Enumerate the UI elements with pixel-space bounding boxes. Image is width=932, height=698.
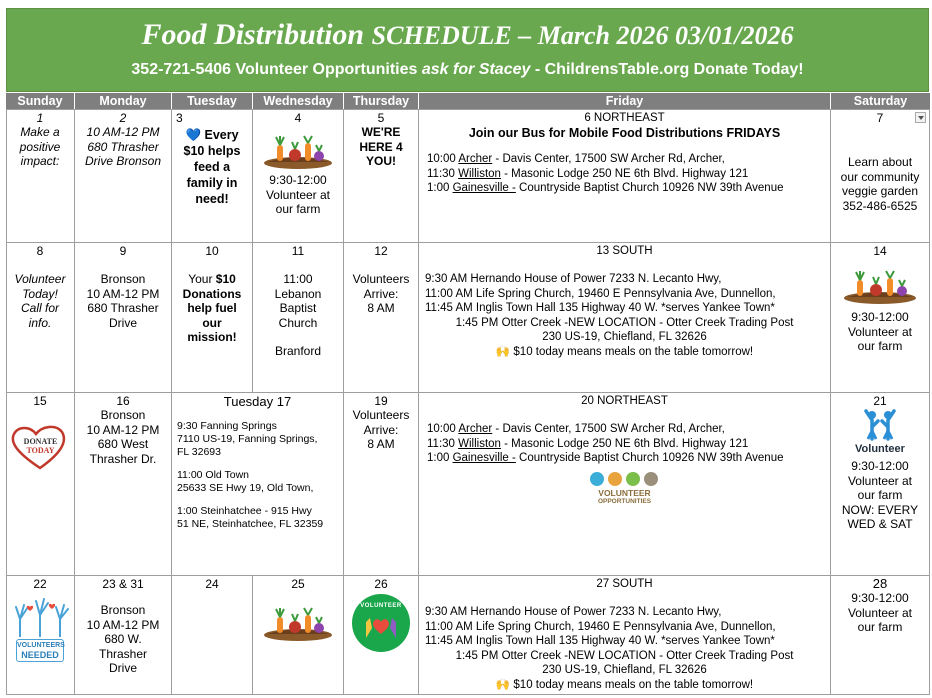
cell-text: Lebanon bbox=[274, 286, 322, 301]
schedule-row: 51 NE, Steinhatchee, FL 32359 bbox=[177, 518, 324, 530]
cell-text: Thrasher Dr. bbox=[89, 451, 157, 466]
row-address: Countryside Baptist Church 10926 NW 39th Avenue bbox=[515, 452, 784, 464]
cell-text: 8 AM bbox=[367, 437, 395, 451]
day-cell-19 bbox=[344, 393, 419, 576]
subtitle-phone: 352-721-5406 Volunteer Opportunities bbox=[131, 61, 422, 78]
volunteer-hands-logo bbox=[352, 594, 410, 652]
schedule-row: 11:00 Old Town bbox=[177, 469, 249, 481]
day-number: 10 bbox=[205, 244, 219, 258]
day-number: 4 bbox=[294, 111, 302, 125]
day-cell-8 bbox=[6, 243, 75, 393]
day-number: 27 SOUTH bbox=[596, 578, 653, 590]
cell-text: Arrive: bbox=[363, 286, 399, 301]
cell-text: 680 Thrasher bbox=[87, 139, 159, 154]
schedule-row: 11:00 AM Life Spring Church, 19460 E Pennsylvania Ave, Dunnellon, bbox=[425, 620, 776, 633]
schedule-row: 25633 SE Hwy 19, Old Town, bbox=[177, 482, 314, 494]
day-cell-16 bbox=[75, 393, 172, 576]
logo-text: DONATE bbox=[23, 437, 58, 446]
header-saturday: Saturday bbox=[831, 93, 930, 109]
cell-text-bold: WE'RE bbox=[361, 125, 401, 139]
page-title bbox=[7, 17, 928, 54]
cell-text-bold: need! bbox=[195, 192, 229, 206]
cell-text: impact: bbox=[20, 154, 60, 168]
schedule-row bbox=[427, 437, 830, 452]
day-number: 2 bbox=[119, 111, 127, 125]
day-number: 3 bbox=[176, 111, 183, 125]
cell-text: Drive bbox=[108, 315, 137, 330]
day-cell-5 bbox=[344, 110, 419, 243]
cell-text: Volunteer at bbox=[265, 187, 331, 202]
raised-hands-icon: 🙌 bbox=[495, 678, 511, 691]
day-cell-11 bbox=[253, 243, 344, 393]
day-number: Tuesday 17 bbox=[223, 394, 292, 409]
row-place-link[interactable]: Williston bbox=[458, 167, 501, 180]
cell-text: Today! bbox=[22, 286, 58, 301]
day-cell-23 bbox=[75, 576, 172, 695]
cell-text: our farm bbox=[857, 339, 903, 353]
header-wednesday: Wednesday bbox=[253, 93, 343, 109]
cell-text: 9:30-12:00 bbox=[851, 591, 909, 605]
cell-text: 11:00 bbox=[283, 272, 313, 286]
dropdown-arrow-icon[interactable] bbox=[915, 112, 926, 123]
schedule-row: 9:30 AM Hernando House of Power 7233 N. Lecanto Hwy, bbox=[425, 606, 722, 618]
row-address: - Masonic Lodge 250 NE 6th Blvd. Highway 121 bbox=[500, 437, 749, 450]
cell-text: 680 West bbox=[97, 437, 149, 451]
cell-text-bold: mission! bbox=[187, 330, 237, 344]
cell-text: Volunteer bbox=[14, 272, 66, 286]
day-number: 20 NORTHEAST bbox=[581, 395, 668, 407]
schedule-row bbox=[427, 181, 830, 196]
row-place-link[interactable]: Gainesville - bbox=[452, 182, 516, 194]
cell-text: WED & SAT bbox=[847, 517, 913, 531]
day-cell-26 bbox=[344, 576, 419, 695]
cell-text-bold: HERE 4 bbox=[359, 139, 403, 154]
cell-text: our farm bbox=[857, 488, 903, 502]
cell-text: our farm bbox=[275, 202, 321, 216]
day-cell-4 bbox=[253, 110, 344, 243]
cell-text: Learn about bbox=[847, 155, 913, 169]
schedule-row bbox=[427, 422, 830, 437]
day-number: 6 NORTHEAST bbox=[584, 112, 665, 124]
day-number: 26 bbox=[374, 577, 388, 591]
day-number: 16 bbox=[116, 394, 130, 408]
schedule-row bbox=[419, 345, 830, 360]
day-number: 14 bbox=[873, 244, 887, 258]
row-place-link[interactable]: Williston bbox=[458, 437, 501, 450]
day-cell-6 bbox=[419, 110, 831, 243]
day-number: 1 bbox=[36, 111, 44, 125]
volunteer-people-icon bbox=[848, 409, 912, 457]
header-friday: Friday bbox=[419, 93, 830, 109]
cell-text: Volunteers bbox=[352, 408, 410, 422]
day-number: 23 & 31 bbox=[102, 577, 144, 591]
subtitle-contact: ask for Stacey bbox=[421, 61, 531, 78]
cell-text: Volunteer at bbox=[847, 324, 913, 339]
day-number: 22 bbox=[33, 577, 47, 591]
cell-text: 10 AM-12 PM bbox=[86, 286, 160, 301]
cell-text: Make a bbox=[20, 125, 60, 139]
cell-text: NOW: EVERY bbox=[841, 502, 919, 517]
day-cell-14 bbox=[831, 243, 930, 393]
header-sunday: Sunday bbox=[6, 93, 74, 109]
raised-hands-icon: 🙌 bbox=[495, 345, 511, 358]
cell-text-bold bbox=[172, 272, 252, 287]
blue-heart-icon: 💙 bbox=[185, 128, 202, 142]
schedule-row: 1:00 Steinhatchee - 915 Hwy bbox=[177, 505, 312, 517]
day-cell-21 bbox=[831, 393, 930, 576]
day-number: 15 bbox=[33, 394, 47, 408]
cell-text-bold: Join our Bus for Mobile Food Distributions FRIDAYS bbox=[468, 126, 781, 140]
day-cell-22 bbox=[6, 576, 75, 695]
schedule-row: 230 US-19, Chiefland, FL 32626 bbox=[542, 331, 707, 343]
schedule-row bbox=[419, 678, 830, 693]
day-number: 5 bbox=[377, 111, 385, 125]
schedule-row: 9:30 AM Hernando House of Power 7233 N. Lecanto Hwy, bbox=[425, 273, 722, 285]
schedule-row: 7110 US-19, Fanning Springs, bbox=[177, 433, 318, 445]
row-place-link[interactable]: Archer bbox=[458, 153, 493, 165]
day-cell-27 bbox=[419, 576, 831, 695]
row-time: 1:00 bbox=[427, 182, 453, 194]
day-number: 13 SOUTH bbox=[596, 245, 653, 257]
cell-text: Arrive: bbox=[363, 422, 399, 437]
title-banner bbox=[6, 8, 929, 92]
schedule-row: 11:45 AM Inglis Town Hall 135 Highway 40 W. *serves Yankee Town* bbox=[425, 302, 775, 314]
cell-text: Drive bbox=[108, 661, 137, 675]
day-cell-15 bbox=[6, 393, 75, 576]
day-number: 7 bbox=[876, 111, 884, 125]
schedule-row: 9:30 Fanning Springs bbox=[177, 420, 277, 432]
schedule-row: 11:00 AM Life Spring Church, 19460 E Pennsylvania Ave, Dunnellon, bbox=[425, 287, 776, 300]
row-address: - Masonic Lodge 250 NE 6th Blvd. Highway 121 bbox=[500, 167, 749, 180]
cell-text: 9:30-12:00 bbox=[851, 310, 909, 324]
cell-text-bold: Donations bbox=[182, 286, 242, 301]
cell-text-bold: Every bbox=[204, 128, 239, 142]
cell-text: 8 AM bbox=[367, 301, 395, 315]
cell-text-bold: our bbox=[202, 315, 222, 330]
logo-text: OPPORTUNITIES bbox=[597, 497, 652, 505]
cell-text: Your bbox=[188, 272, 216, 286]
cell-text: 680 W. bbox=[104, 632, 142, 646]
day-cell-17 bbox=[172, 393, 344, 576]
schedule-row: FL 32693 bbox=[177, 446, 221, 458]
row-place-link[interactable]: Gainesville - bbox=[452, 452, 516, 464]
cell-text: Call for bbox=[20, 301, 59, 315]
schedule-row: 1:45 PM Otter Creek -NEW LOCATION - Otter Creek Trading Post bbox=[455, 649, 794, 662]
header-thursday: Thursday bbox=[344, 93, 418, 109]
cell-text-bold: family in bbox=[186, 176, 238, 190]
cell-text: Volunteers bbox=[352, 272, 410, 286]
cell-text-bold: $10 helps bbox=[183, 144, 241, 158]
day-cell-12 bbox=[344, 243, 419, 393]
donate-heart-icon bbox=[6, 422, 74, 472]
day-cell-13 bbox=[419, 243, 831, 393]
header-monday: Monday bbox=[75, 93, 171, 109]
cell-text: positive bbox=[19, 139, 61, 154]
cell-text: Bronson bbox=[100, 603, 146, 617]
cell-text: 680 Thrasher bbox=[87, 301, 159, 315]
page-subtitle bbox=[7, 60, 928, 80]
cell-text: Bronson bbox=[100, 272, 146, 286]
day-cell-24 bbox=[172, 576, 253, 695]
row-place-link[interactable]: Archer bbox=[458, 423, 493, 435]
cell-text: 352-486-6525 bbox=[842, 198, 918, 213]
cell-text: 9:30-12:00 bbox=[851, 459, 909, 473]
cell-text: Branford bbox=[274, 344, 322, 358]
cell-text: our community bbox=[840, 169, 920, 184]
day-cell-9 bbox=[75, 243, 172, 393]
row-time: 11:30 bbox=[427, 167, 459, 180]
day-number: 8 bbox=[36, 244, 44, 258]
day-number: 19 bbox=[374, 394, 388, 408]
schedule-row bbox=[427, 167, 830, 182]
cell-text: Bronson bbox=[100, 408, 146, 422]
day-cell-2 bbox=[75, 110, 172, 243]
schedule-row bbox=[427, 152, 830, 167]
cell-text-bold: YOU! bbox=[366, 154, 396, 168]
cell-text: info. bbox=[28, 315, 52, 330]
cell-text: our farm bbox=[857, 620, 903, 634]
day-cell-28 bbox=[831, 576, 930, 695]
veggie-garden-icon bbox=[253, 601, 343, 643]
schedule-row: 1:45 PM Otter Creek -NEW LOCATION - Otter Creek Trading Post bbox=[455, 316, 794, 329]
cell-text: veggie garden bbox=[841, 184, 919, 198]
day-cell-7 bbox=[831, 110, 930, 243]
veggie-garden-icon bbox=[831, 264, 929, 306]
cell-text: Volunteer at bbox=[847, 473, 913, 488]
cell-text: Drive Bronson bbox=[84, 154, 162, 168]
day-number: 24 bbox=[205, 577, 219, 591]
day-number: 21 bbox=[873, 394, 887, 408]
volunteers-needed-logo bbox=[6, 597, 74, 667]
cell-text: Baptist bbox=[279, 301, 317, 315]
day-cell-3 bbox=[172, 110, 253, 243]
logo-text: NEEDED bbox=[21, 650, 59, 660]
cell-text: 10 AM-12 PM bbox=[86, 617, 160, 632]
veggie-garden-icon bbox=[253, 129, 343, 171]
schedule-row: 11:45 AM Inglis Town Hall 135 Highway 40 W. *serves Yankee Town* bbox=[425, 635, 775, 647]
row-time: 10:00 bbox=[427, 423, 459, 435]
logo-text: TODAY bbox=[26, 446, 55, 455]
title-main: Food Distribution bbox=[141, 18, 365, 51]
row-time: 1:00 bbox=[427, 452, 453, 464]
cell-text: 9:30-12:00 bbox=[269, 173, 327, 187]
volunteer-opportunities-logo bbox=[419, 470, 830, 506]
day-cell-25 bbox=[253, 576, 344, 695]
cell-text: Thrasher bbox=[98, 646, 148, 661]
row-address: - Davis Center, 17500 SW Archer Rd, Archer, bbox=[492, 423, 725, 435]
schedule-row bbox=[427, 451, 830, 466]
cell-text: 10 AM-12 PM bbox=[86, 125, 160, 139]
day-cell-20 bbox=[419, 393, 831, 576]
day-number: 11 bbox=[291, 244, 305, 258]
day-cell-1 bbox=[6, 110, 75, 243]
day-number: 28 bbox=[872, 576, 888, 591]
row-address: - Davis Center, 17500 SW Archer Rd, Archer, bbox=[492, 153, 725, 165]
cell-text-bold: help fuel bbox=[187, 301, 237, 315]
header-tuesday: Tuesday bbox=[172, 93, 252, 109]
cell-text-bold: $10 bbox=[215, 272, 236, 286]
row-address: Countryside Baptist Church 10926 NW 39th Avenue bbox=[515, 182, 784, 194]
cell-text: $10 today means meals on the table tomorrow! bbox=[510, 678, 754, 691]
day-number: 9 bbox=[119, 244, 127, 258]
day-number: 25 bbox=[291, 577, 305, 591]
cell-text: Church bbox=[278, 315, 318, 330]
cell-text-bold: feed a bbox=[193, 160, 231, 174]
title-schedule: SCHEDULE – March 2026 03/01/2026 bbox=[371, 21, 794, 50]
day-cell-10 bbox=[172, 243, 253, 393]
logo-text: VOLUNTEER bbox=[598, 487, 651, 498]
logo-text: VOLUNTEERS bbox=[17, 642, 65, 649]
logo-text: VOLUNTEER bbox=[360, 603, 402, 609]
row-time: 10:00 bbox=[427, 153, 459, 165]
row-time: 11:30 bbox=[427, 437, 459, 450]
subtitle-website: - ChildrensTable.org Donate Today! bbox=[530, 61, 804, 78]
logo-text: Volunteer bbox=[855, 443, 905, 455]
schedule-row: 230 US-19, Chiefland, FL 32626 bbox=[542, 664, 707, 676]
day-number: 12 bbox=[374, 244, 388, 258]
cell-text: 10 AM-12 PM bbox=[86, 422, 160, 437]
cell-text bbox=[172, 127, 252, 143]
cell-text: $10 today means meals on the table tomorrow! bbox=[510, 345, 754, 358]
cell-text: Volunteer at bbox=[847, 605, 913, 620]
